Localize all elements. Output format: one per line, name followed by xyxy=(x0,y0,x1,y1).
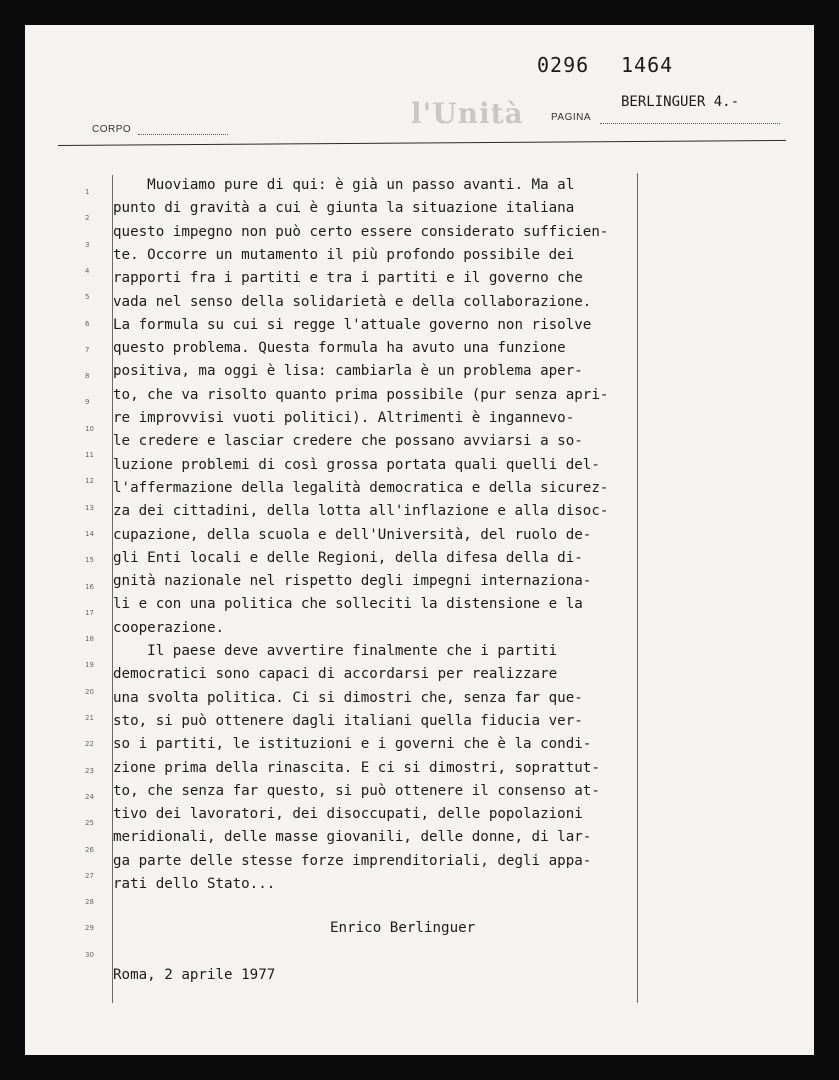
pagina-label: PAGINA xyxy=(551,112,592,123)
text-line: positiva, ma oggi è lisa: cambiarla è un problema aper- xyxy=(113,363,583,380)
line-number: 12 xyxy=(85,477,94,486)
line-number: 14 xyxy=(85,529,94,538)
text-line: rapporti fra i partiti e tra i partiti e il governo che xyxy=(113,270,583,287)
text-line: meridionali, delle masse giovanili, delle donne, di lar- xyxy=(113,829,592,846)
header-rule xyxy=(58,140,786,146)
line-number: 30 xyxy=(85,950,94,959)
line-number: 25 xyxy=(85,819,94,828)
line-number: 17 xyxy=(85,608,94,617)
right-margin-line xyxy=(637,173,638,1003)
corpo-label: CORPO xyxy=(92,124,132,135)
line-number: 18 xyxy=(85,635,94,644)
text-line: vada nel senso della solidarietà e della collaborazione. xyxy=(113,293,592,310)
line-number: 21 xyxy=(85,714,94,722)
line-number: 27 xyxy=(85,871,94,880)
text-line: l'affermazione della legalità democratica e della sicurez- xyxy=(113,479,609,496)
text-line: ga parte delle stesse forze imprenditoriali, degli appa- xyxy=(113,852,592,869)
text-line: li e con una politica che solleciti la distensione e la xyxy=(113,596,583,613)
text-line: rati dello Stato... xyxy=(113,876,276,892)
text-line: luzione problemi di così grossa portata quali quelli del- xyxy=(113,456,600,473)
text-line: tivo dei lavoratori, dei disoccupati, delle popolazioni xyxy=(113,806,583,823)
text-line: una svolta politica. Ci si dimostri che, senza far que- xyxy=(113,689,583,706)
line-number: 15 xyxy=(85,556,94,565)
dateline: Roma, 2 aprile 1977 xyxy=(113,967,276,983)
text-line: sto, si può ottenere dagli italiani quella fiducia ver- xyxy=(113,712,583,729)
line-number: 4 xyxy=(85,266,90,275)
line-number: 1 xyxy=(85,188,90,196)
text-line: to, che va risolto quanto prima possibile (pur senza apri- xyxy=(113,386,609,403)
text-line: Muoviamo pure di qui: è già un passo avanti. Ma al xyxy=(113,177,575,193)
corpo-dotted-line xyxy=(138,133,228,135)
text-line: zione prima della rinascita. E ci si dimostri, soprattut- xyxy=(113,759,600,776)
masthead-logo: l'Unità xyxy=(411,97,524,130)
text-line: cupazione, della scuola e dell'Università, del ruolo de- xyxy=(113,526,592,543)
signature: Enrico Berlinguer xyxy=(330,920,476,936)
text-line: za dei cittadini, della lotta all'inflazione e alla disoc- xyxy=(113,503,609,520)
archive-code-1: 0296 xyxy=(537,53,590,77)
text-line: Il paese deve avvertire finalmente che i partiti xyxy=(113,643,558,659)
line-number: 24 xyxy=(85,792,94,801)
line-number: 6 xyxy=(85,319,90,328)
line-number: 23 xyxy=(85,766,94,775)
text-line: democratici sono capaci di accordarsi per realizzare xyxy=(113,666,558,683)
line-number: 9 xyxy=(85,398,90,407)
text-line: le credere e lasciar credere che possano avviarsi a so- xyxy=(113,433,583,450)
text-line: gli Enti locali e delle Regioni, della difesa della di- xyxy=(113,549,583,566)
line-number: 26 xyxy=(85,845,94,854)
text-line: cooperazione. xyxy=(113,619,225,636)
text-line: gnità nazionale nel rispetto degli impegni internaziona- xyxy=(113,573,592,590)
line-number: 3 xyxy=(85,240,90,249)
line-number: 10 xyxy=(85,424,94,433)
text-line: so i partiti, le istituzioni e i governi che è la condi- xyxy=(113,736,592,753)
text-line: questo problema. Questa formula ha avuto una funzione xyxy=(113,340,566,357)
line-number: 7 xyxy=(85,345,90,354)
line-number: 13 xyxy=(85,503,94,512)
author-page-header: BERLINGUER 4.- xyxy=(621,94,740,110)
line-number: 29 xyxy=(85,924,94,933)
document-sheet xyxy=(25,25,814,1055)
line-number: 2 xyxy=(85,214,90,223)
text-line: La formula su cui si regge l'attuale governo non risolve xyxy=(113,316,592,333)
line-number: 22 xyxy=(85,740,94,749)
text-line: to, che senza far questo, si può ottenere il consenso at- xyxy=(113,782,600,799)
line-number: 28 xyxy=(85,898,94,907)
line-number: 11 xyxy=(85,451,94,459)
line-number: 8 xyxy=(85,372,90,381)
archive-code-2: 1464 xyxy=(621,53,674,77)
line-number: 16 xyxy=(85,582,94,591)
text-line: punto di gravità a cui è giunta la situazione italiana xyxy=(113,200,575,217)
text-line: re improvvisi vuoti politici). Altrimenti è ingannevo- xyxy=(113,410,575,426)
text-line: te. Occorre un mutamento il più profondo possibile dei xyxy=(113,246,575,263)
pagina-dotted-line xyxy=(600,122,780,124)
line-number: 19 xyxy=(85,661,94,670)
text-line: questo impegno non può certo essere considerato sufficien- xyxy=(113,223,609,240)
line-number: 20 xyxy=(85,687,94,696)
line-number: 5 xyxy=(85,293,90,302)
